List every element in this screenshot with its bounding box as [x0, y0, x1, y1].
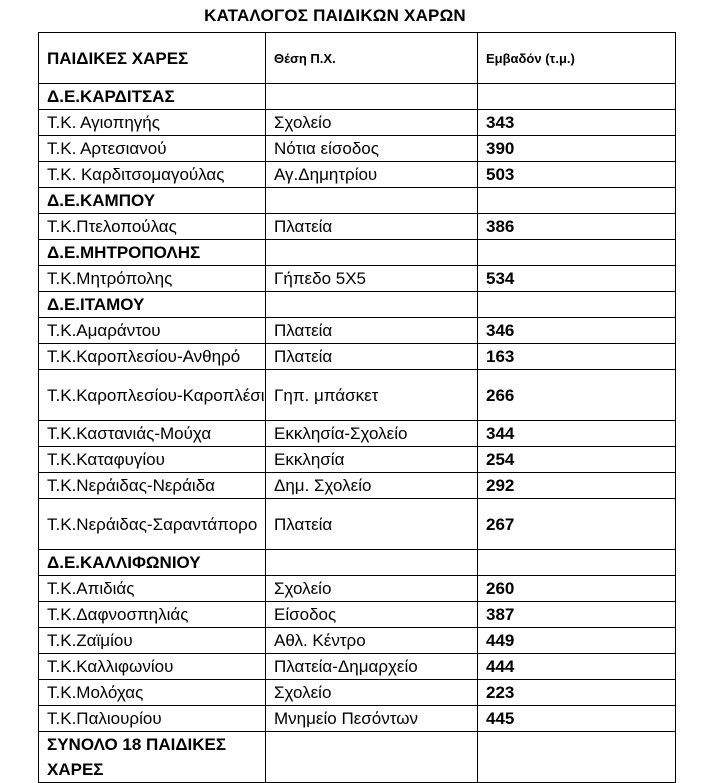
cell-area: 387: [478, 602, 676, 628]
cell-location: Είσοδος: [266, 602, 478, 628]
cell-name: Τ.Κ.Νεράιδας-Νεράιδα: [39, 473, 266, 499]
cell-location: Δημ. Σχολείο: [266, 473, 478, 499]
table-row: [39, 499, 676, 550]
group-row-kampos: [39, 188, 676, 214]
table-row: [39, 266, 676, 292]
cell-location: Γήπεδο 5Χ5: [266, 266, 478, 292]
table-header-row: [39, 33, 676, 84]
group-row-karditsa: [39, 84, 676, 110]
table-row: [39, 421, 676, 447]
group-label: Δ.Ε.ΚΑΜΠΟΥ: [39, 188, 266, 214]
cell-name: Τ.Κ.Αμαράντου: [39, 318, 266, 344]
table-row: [39, 136, 676, 162]
playgrounds-table: [38, 32, 676, 783]
table-row: [39, 344, 676, 370]
cell-area: 449: [478, 628, 676, 654]
cell-area: 260: [478, 576, 676, 602]
cell-name: Τ.Κ.Ζαϊμίου: [39, 628, 266, 654]
table-row: [39, 318, 676, 344]
cell-area: 386: [478, 214, 676, 240]
cell-location: Σχολείο: [266, 680, 478, 706]
cell-name: Τ.Κ.Δαφνοσπηλιάς: [39, 602, 266, 628]
group-label: Δ.Ε.ΚΑΡΔΙΤΣΑΣ: [39, 84, 266, 110]
cell-location: Εκκλησία: [266, 447, 478, 473]
cell-location: Γηπ. μπάσκετ: [266, 370, 478, 421]
cell-location: Μνημείο Πεσόντων: [266, 706, 478, 732]
cell-name: Τ.Κ.Μητρόπολης: [39, 266, 266, 292]
table-row: [39, 628, 676, 654]
cell-location: Αθλ. Κέντρο: [266, 628, 478, 654]
cell-area: 223: [478, 680, 676, 706]
cell-location: Αγ.Δημητρίου: [266, 162, 478, 188]
cell-name: Τ.Κ. Αρτεσιανού: [39, 136, 266, 162]
cell-location: Πλατεία: [266, 318, 478, 344]
cell-area: 444: [478, 654, 676, 680]
group-row-mitropoli: [39, 240, 676, 266]
cell-location: Πλατεία-Δημαρχείο: [266, 654, 478, 680]
table-row: [39, 680, 676, 706]
group-row-kallifoni: [39, 550, 676, 576]
cell-area: 343: [478, 110, 676, 136]
cell-name: Τ.Κ.Καροπλεσίου-Ανθηρό: [39, 344, 266, 370]
table-row: [39, 473, 676, 499]
cell-area: 292: [478, 473, 676, 499]
table-row: [39, 110, 676, 136]
cell-name: Τ.Κ.Καταφυγίου: [39, 447, 266, 473]
table-row: [39, 447, 676, 473]
table-row: [39, 706, 676, 732]
group-label: Δ.Ε.ΜΗΤΡΟΠΟΛΗΣ: [39, 240, 266, 266]
table-row: [39, 162, 676, 188]
column-header-area: Εμβαδόν (τ.μ.): [478, 33, 676, 84]
cell-name: Τ.Κ. Αγιοπηγής: [39, 110, 266, 136]
table-row: [39, 370, 676, 421]
cell-location: Εκκλησία-Σχολείο: [266, 421, 478, 447]
cell-location: Πλατεία: [266, 499, 478, 550]
cell-area: 445: [478, 706, 676, 732]
table-row: [39, 602, 676, 628]
page-title: ΚΑΤΑΛΟΓΟΣ ΠΑΙΔΙΚΩΝ ΧΑΡΩΝ: [204, 6, 466, 25]
cell-name: Τ.Κ.Καλλιφωνίου: [39, 654, 266, 680]
cell-location: Σχολείο: [266, 576, 478, 602]
table-row: [39, 576, 676, 602]
cell-name: Τ.Κ.Μολόχας: [39, 680, 266, 706]
column-header-location: Θέση Π.Χ.: [266, 33, 478, 84]
table-row: [39, 214, 676, 240]
cell-name: Τ.Κ.Απιδιάς: [39, 576, 266, 602]
cell-location: Νότια είσοδος: [266, 136, 478, 162]
table-row: [39, 654, 676, 680]
cell-name: Τ.Κ.Καροπλεσίου-Καροπλέσι: [39, 370, 266, 421]
group-row-itamos: [39, 292, 676, 318]
total-row: [39, 732, 676, 783]
group-label: Δ.Ε.ΙΤΑΜΟΥ: [39, 292, 266, 318]
cell-area: 163: [478, 344, 676, 370]
cell-area: 344: [478, 421, 676, 447]
cell-area: 267: [478, 499, 676, 550]
cell-location: Σχολείο: [266, 110, 478, 136]
cell-name: Τ.Κ. Καρδιτσομαγούλας: [39, 162, 266, 188]
cell-area: 503: [478, 162, 676, 188]
column-header-playgrounds: ΠΑΙΔΙΚΕΣ ΧΑΡΕΣ: [39, 33, 266, 84]
cell-name: Τ.Κ.Παλιουρίου: [39, 706, 266, 732]
cell-area: 534: [478, 266, 676, 292]
cell-name: Τ.Κ.Καστανιάς-Μούχα: [39, 421, 266, 447]
cell-name: Τ.Κ.Πτελοπούλας: [39, 214, 266, 240]
cell-location: Πλατεία: [266, 214, 478, 240]
cell-area: 254: [478, 447, 676, 473]
cell-area: 266: [478, 370, 676, 421]
group-label: Δ.Ε.ΚΑΛΛΙΦΩΝΙΟΥ: [39, 550, 266, 576]
cell-name: Τ.Κ.Νεράιδας-Σαραντάπορο: [39, 499, 266, 550]
cell-area: 346: [478, 318, 676, 344]
cell-area: 390: [478, 136, 676, 162]
cell-location: Πλατεία: [266, 344, 478, 370]
total-label: ΣΥΝΟΛΟ 18 ΠΑΙΔΙΚΕΣ ΧΑΡΕΣ: [39, 732, 266, 783]
